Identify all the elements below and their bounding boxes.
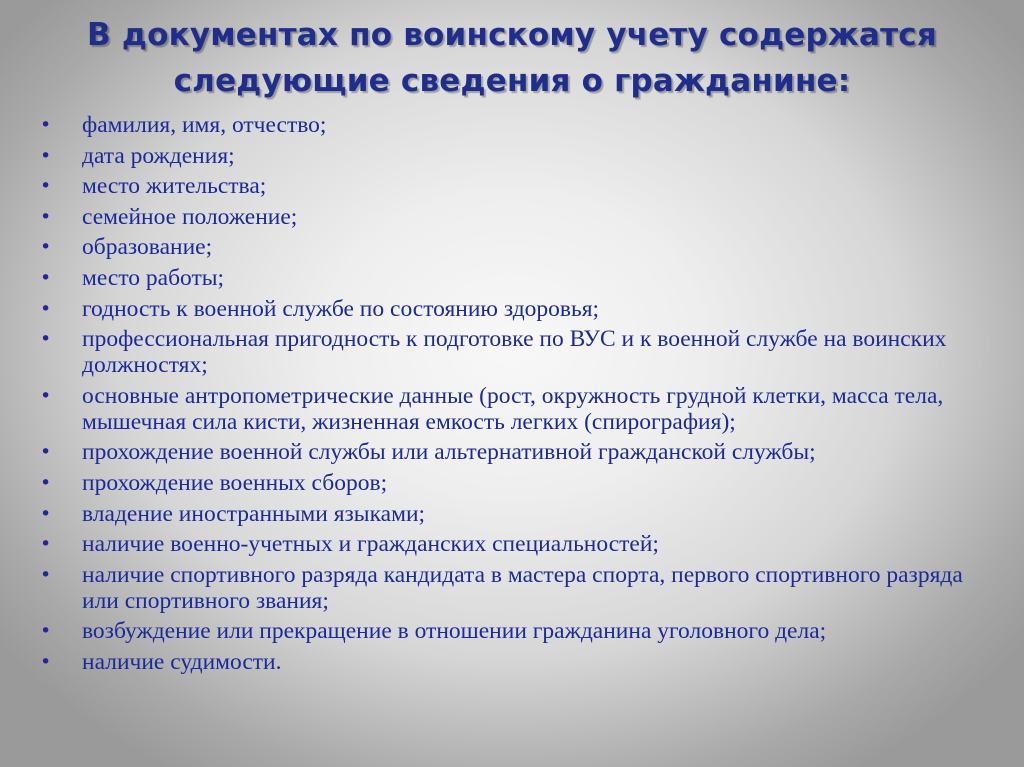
list-item-text: дата рождения; [82,142,235,169]
list-item-text: наличие спортивного разряда кандидата в мастера спорта, первого спортивного разряда или спортивного звания; [82,561,963,614]
bullet-icon: • [40,175,52,198]
bullet-icon: • [40,297,52,320]
list-item [40,326,970,378]
info-list [40,112,970,680]
list-item [40,143,970,169]
list-item [40,531,970,557]
list-item-text: возбуждение или прекращение в отношении гражданина уголовного дела; [82,618,827,645]
list-item [40,204,970,230]
list-item-text: прохождение военной службы или альтернативной гражданской службы; [82,439,816,466]
list-item-text: фамилия, имя, отчество; [82,112,327,138]
list-item-text: образование; [82,234,213,261]
bullet-icon: • [40,650,52,673]
bullet-icon: • [40,563,52,586]
list-item [40,296,970,322]
bullet-icon: • [40,471,52,494]
list-item-text: профессиональная пригодность к подготовке по ВУС и к военной службе на воинских должностях; [82,326,947,379]
list-item-text: наличие военно-учетных и гражданских специальностей; [82,531,659,558]
bullet-icon: • [40,502,52,525]
bullet-icon: • [40,144,52,167]
bullet-icon: • [40,205,52,228]
list-item-text: прохождение военных сборов; [82,469,388,496]
list-item [40,618,970,644]
list-item [40,383,970,435]
bullet-icon: • [40,266,52,289]
list-item-text: основные антропометрические данные (рост, окружность грудной клетки, масса тела, мышечная сила кисти, жизненная емкость легких (спирография); [82,382,944,435]
list-item [40,501,970,527]
list-item [40,265,970,291]
list-item [40,439,970,465]
title-line-1: В документах по воинскому учету содержатся [87,17,937,53]
list-item [40,173,970,199]
bullet-icon: • [40,114,52,136]
bullet-icon: • [40,328,52,351]
bullet-icon: • [40,441,52,464]
list-item [40,470,970,496]
bullet-icon: • [40,236,52,259]
list-item-text: место работы; [82,264,225,291]
list-item [40,234,970,260]
slide-title [40,12,984,104]
list-item-text: владение иностранными языками; [82,500,426,527]
list-item [40,649,970,675]
bullet-icon: • [40,533,52,556]
list-item-text: наличие судимости. [82,648,282,675]
list-item-text: годность к военной службе по состоянию здоровья; [82,295,600,322]
list-item-text: место жительства; [82,173,267,200]
list-item [40,562,970,614]
bullet-icon: • [40,620,52,643]
list-item [40,112,970,138]
title-line-2: следующие сведения о гражданине: [173,63,851,99]
bullet-icon: • [40,384,52,407]
list-item-text: семейное положение; [82,203,298,230]
